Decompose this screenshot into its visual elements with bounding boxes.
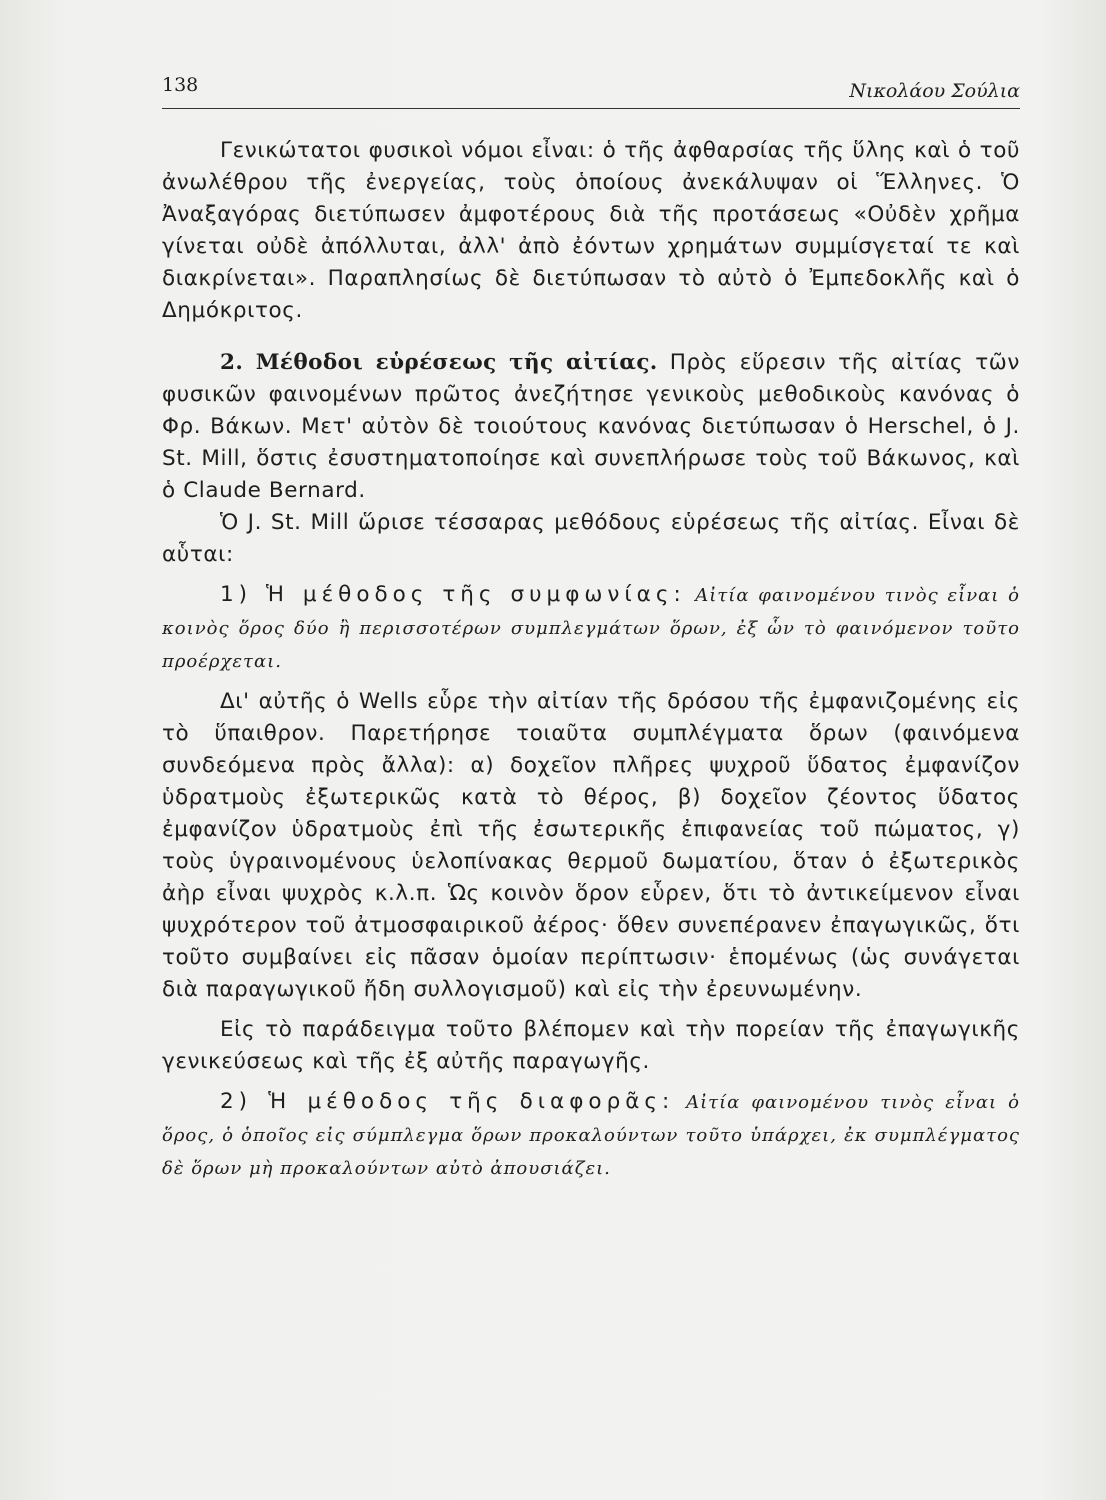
method-difference: [162, 1086, 1020, 1185]
method-difference-definition: Αἰτία φαινομένου τινὸς εἶναι ὁ ὅρος, ὁ ὁποῖος εἰς σύμπλεγμα ὅρων προκαλούντων τοῦτο ὑπάρχει, ἐκ συμπλέγματος δὲ ὅρων μὴ προκαλούντων αὐτὸ ἀπουσιάζει.: [162, 1092, 1021, 1179]
page-body: [162, 135, 1020, 1185]
method-agreement: [162, 579, 1020, 678]
page-header: [162, 72, 1020, 109]
page-number: 138: [162, 74, 199, 96]
running-head-author: Νικολάου Σούλια: [849, 80, 1020, 102]
method-agreement-label: 1) Ἡ μέθοδος τῆς συμφωνίας:: [220, 582, 686, 607]
paragraph-inductive-generalization: Εἰς τὸ παράδειγμα τοῦτο βλέπομεν καὶ τὴν πορείαν τῆς ἐπαγωγικῆς γενικεύσεως καὶ τῆς ἐξ αὐτῆς παραγωγῆς.: [162, 1017, 1020, 1074]
paragraph-wells-example: Δι' αὐτῆς ὁ Wells εὗρε τὴν αἰτίαν τῆς δρόσου τῆς ἐμφανιζομένης εἰς τὸ ὕπαιθρον. Παρετήρησε τοιαῦτα συμπλέγματα ὅρων (φαινόμενα συνδεόμενα πρὸς ἄλλα): α) δοχεῖον πλῆρες ψυχροῦ ὕδατος ἐμφανίζον ὑδρατμοὺς ἐξωτερικῶς κατὰ τὸ θέρος, β) δοχεῖον ζέοντος ὕδατος ἐμφανίζον ὑδρατμοὺς ἐπὶ τῆς ἐσωτερικῆς ἐπιφανείας τοῦ πώματος, γ) τοὺς ὑγραινομένους ὑελοπίνακας θερμοῦ δωματίου, ὅταν ὁ ἐξωτερικὸς ἀὴρ εἶναι ψυχρὸς κ.λ.π. Ὡς κοινὸν ὅρον εὗρεν, ὅτι τὸ ἀντικείμενον εἶναι ψυχρότερον τοῦ ἀτμοσφαιρικοῦ ἀέρος· ὅθεν συνεπέρανεν ἐπαγωγικῶς, ὅτι τοῦτο συμβαίνει εἰς πᾶσαν ὁμοίαν περίπτωσιν· ἑπομένως (ὡς συνάγεται διὰ παραγωγικοῦ ἤδη συλλογισμοῦ) καὶ εἰς τὴν ἐρευνωμένην.: [162, 689, 1020, 1002]
paragraph-methods-text: Πρὸς εὕρεσιν τῆς αἰτίας τῶν φυσικῶν φαινομένων πρῶτος ἀνεζήτησε γενικοὺς μεθοδικοὺς κανόνας ὁ Φρ. Βάκων. Μετ' αὐτὸν δὲ τοιούτους κανόνας διετύπωσαν ὁ Herschel, ὁ J. St. Mill, ὅστις ἐσυστηματοποίησε καὶ συνεπλήρωσε τοὺς τοῦ Βάκωνος, καὶ ὁ Claude Bernard.: [162, 350, 1020, 503]
section-heading: 2. Μέθοδοι εὑρέσεως τῆς αἰτίας.: [220, 350, 658, 375]
paragraph-natural-laws: Γενικώτατοι φυσικοὶ νόμοι εἶναι: ὁ τῆς ἀφθαρσίας τῆς ὕλης καὶ ὁ τοῦ ἀνωλέθρου τῆς ἐνεργείας, τοὺς ὁποίους ἀνεκάλυψαν οἱ Ἕλληνες. Ὁ Ἀναξαγόρας διετύπωσεν ἀμφοτέρους διὰ τῆς προτάσεως «Οὐδὲν χρῆμα γίνεται οὐδὲ ἀπόλλυται, ἀλλ' ἀπὸ ἐόντων χρημάτων συμμίσγεταί τε καὶ διακρίνεται». Παραπλησίως δὲ διετύπωσαν τὸ αὐτὸ ὁ Ἐμπεδοκλῆς καὶ ὁ Δημόκριτος.: [162, 138, 1020, 323]
method-difference-label: 2) Ἡ μέθοδος τῆς διαφορᾶς:: [220, 1089, 675, 1114]
method-agreement-definition: Αἰτία φαινομένου τινὸς εἶναι ὁ κοινὸς ὅρος δύο ἢ περισσοτέρων συμπλεγμάτων ὅρων, ἐξ ὧν τὸ φαινόμενον τοῦτο προέρχεται.: [162, 585, 1020, 672]
paragraph-methods-intro: [162, 347, 1020, 507]
paragraph-four-methods: Ὁ J. St. Mill ὥρισε τέσσαρας μεθόδους εὑρέσεως τῆς αἰτίας. Εἶναι δὲ αὗται:: [162, 510, 1020, 567]
